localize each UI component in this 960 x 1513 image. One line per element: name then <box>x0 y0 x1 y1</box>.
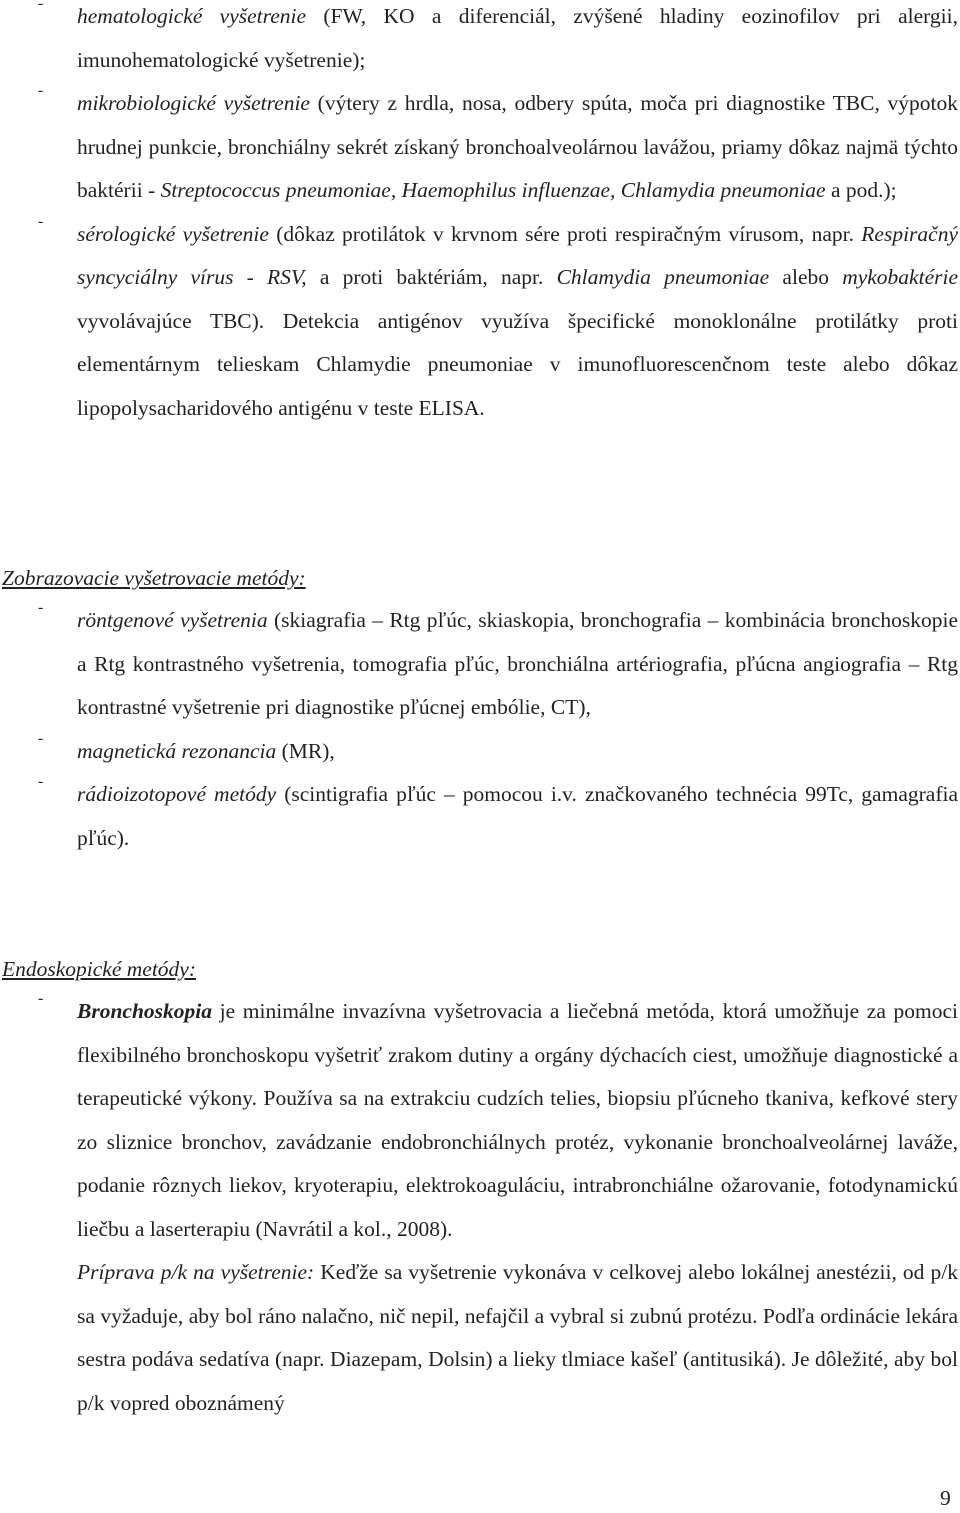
paragraph <box>77 213 958 431</box>
term: hematologické vyšetrenie <box>77 4 307 28</box>
paragraph <box>77 773 958 860</box>
term: Respiračný syncyciálny vírus - RSV, <box>77 221 958 289</box>
paragraph <box>77 730 958 774</box>
list-item <box>0 599 960 730</box>
list-dash: - <box>38 599 44 616</box>
term: mykobaktérie <box>842 265 958 289</box>
term: Príprava p/k na vyšetrenie: <box>77 1260 315 1284</box>
endoscopy-list <box>0 990 960 1425</box>
text-run: (skiagrafia – Rtg pľúc, skiaskopia, bronchografia – kombinácia bronchoskopie a Rtg kontrastného vyšetrenia, tomografia pľúc, bronchiálna artériografia, pľúcna angiografia – Rtg kontrastné vyšetrenie pri diagnostike pľúcnej embólie, CT), <box>77 608 958 719</box>
term: sérologické vyšetrenie <box>77 221 269 246</box>
text-run: Keďže sa vyšetrenie vykonáva v celkovej alebo lokálnej anestézii, od p/k sa vyžaduje, aby bol ráno nalačno, nič nepil, nefajčil a vybral si zubnú protézu. Podľa ordinácie lekára sestra podáva sedatíva (napr. Diazepam, Dolsin) a lieky tlmiace kašeľ (antitusiká). Je dôležité, aby bol p/k vopred oboznámený <box>77 1260 958 1415</box>
lab-tests-list <box>0 0 960 430</box>
term: Streptococcus pneumoniae, Haemophilus influenzae, Chlamydia pneumoniae <box>160 178 826 202</box>
list-item <box>0 82 960 213</box>
list-dash: - <box>38 773 44 790</box>
term: röntgenové vyšetrenia <box>77 608 268 632</box>
term: rádioizotopové metódy <box>77 782 277 806</box>
paragraph <box>77 0 958 82</box>
paragraph <box>77 990 958 1251</box>
list-item <box>0 213 960 431</box>
page-number: 9 <box>940 1486 951 1510</box>
section-heading-endoscopy: Endoskopické metódy: <box>2 957 197 981</box>
text-run: (FW, KO a diferenciál, zvýšené hladiny eozinofilov pri alergii, imunohematologické vyšetrenie); <box>77 4 958 72</box>
text-run: alebo <box>769 265 843 289</box>
list-item <box>0 773 960 860</box>
list-dash: - <box>38 990 44 1007</box>
term: magnetická rezonancia <box>77 738 277 763</box>
list-dash: - <box>38 0 44 12</box>
text-run: (MR), <box>276 738 335 763</box>
text-run: (dôkaz protilátok v krvnom sére proti respiračným vírusom, napr. <box>268 221 862 246</box>
text-run: (výtery z hrdla, nosa, odbery spúta, moča pri diagnostike TBC, výpotok hrudnej punkcie, bronchiálny sekrét získaný bronchoalveolárnou lavážou, priamy dôkaz najmä týchto baktérii - <box>77 91 958 202</box>
section-heading-imaging: Zobrazovacie vyšetrovacie metódy: <box>2 566 306 590</box>
term: mikrobiologické vyšetrenie <box>77 91 310 115</box>
term: Bronchoskopia <box>77 999 213 1023</box>
list-item <box>0 990 960 1251</box>
list-item <box>0 0 960 82</box>
list-item <box>0 730 960 774</box>
list-dash: - <box>38 82 44 99</box>
text-run: a proti baktériám, napr. <box>306 265 557 289</box>
text-run: je minimálne invazívna vyšetrovacia a liečebná metóda, ktorá umožňuje za pomoci flexibilného bronchoskopu vyšetriť zrakom dutiny a orgány dýchacích ciest, umožňuje diagnostické a terapeutické výkony. Používa sa na extrakciu cudzích telies, biopsiu pľúcneho tkaniva, kefkové stery zo sliznice bronchov, zavádzanie endobronchiálnych protéz, vykonanie bronchoalveolárnej laváže, podanie rôznych liekov, kryoterapiu, elektrokoaguláciu, intrabronchiálne ožarovanie, fotodynamickú liečbu a laserterapiu (Navrátil a kol., 2008). <box>77 999 958 1241</box>
list-dash: - <box>38 729 44 747</box>
text-run: vyvolávajúce TBC). Detekcia antigénov využíva špecifické monoklonálne protilátky proti elementárnym telieskam Chlamydie pneumoniae v imunofluorescenčnom teste alebo dôkaz lipopolysacharidového antigénu v teste ELISA. <box>77 308 958 420</box>
text-run: (scintigrafia pľúc – pomocou i.v. značkovaného technécia 99Tc, gamagrafia pľúc). <box>77 782 958 850</box>
list-dash: - <box>38 212 44 230</box>
imaging-methods-list <box>0 599 960 860</box>
term: Chlamydia pneumoniae <box>556 265 770 289</box>
text-run: a pod.); <box>825 178 897 202</box>
paragraph <box>77 599 958 730</box>
paragraph <box>77 1251 958 1425</box>
paragraph <box>77 82 958 213</box>
preparation-paragraph <box>0 1251 960 1425</box>
